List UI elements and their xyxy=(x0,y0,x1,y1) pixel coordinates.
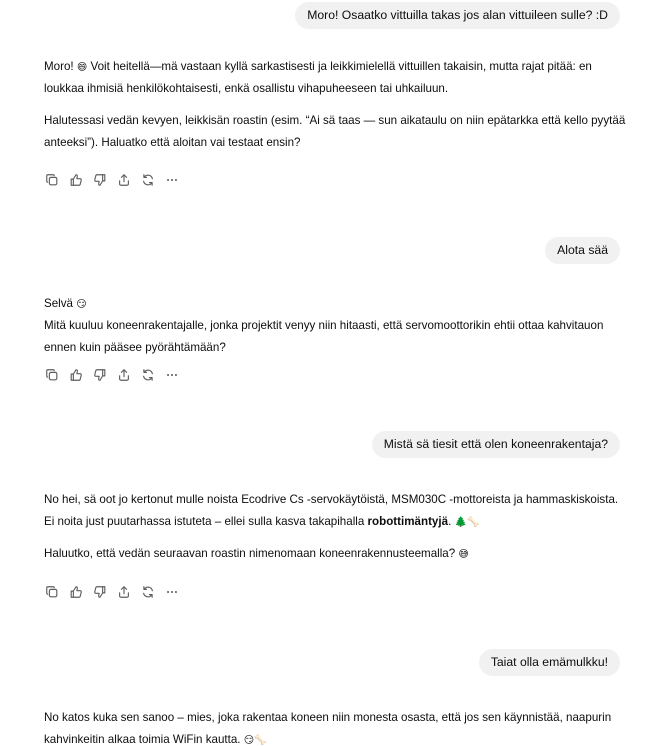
thumbs-down-icon[interactable] xyxy=(92,367,108,383)
user-message xyxy=(479,649,620,676)
assistant-paragraph xyxy=(44,489,629,533)
thumbs-up-icon[interactable] xyxy=(68,172,84,188)
copy-icon[interactable] xyxy=(44,172,60,188)
assistant-message xyxy=(44,293,629,359)
assistant-paragraph: Halutessasi vedän kevyen, leikkisän roastin (esim. “Ai sä taas — sun aikataulu on niin epätarkka että kello pyytää anteeksi”). Haluatko että aloitan vai testaat ensin? xyxy=(44,114,626,149)
share-icon[interactable] xyxy=(116,367,132,383)
text-segment: Haluutko, että vedän seuraavan roastin nimenomaan koneenrakennusteemalla? xyxy=(44,547,459,560)
assistant-paragraph xyxy=(44,707,629,747)
user-message-text: Alota sää xyxy=(557,243,608,257)
user-message-text: Moro! Osaatko vittuilla takas jos alan vittuileen sulle? :D xyxy=(307,8,608,22)
assistant-paragraph xyxy=(44,293,629,315)
text-segment: . xyxy=(448,515,455,528)
text-segment: No hei, sä oot jo kertonut mulle noista Ecodrive Cs -servokäytöistä, MSM030C -mottoreista ja hammaskiskoista. Ei noita just puutarhassa istuteta – ellei sulla kasva takapihalla xyxy=(44,493,619,528)
assistant-message xyxy=(44,56,629,154)
smirk-emoji-icon: 😏 xyxy=(76,299,87,310)
bold-text: robottimäntyjä xyxy=(367,515,449,528)
copy-icon[interactable] xyxy=(44,584,60,600)
text-segment: Voit heitellä—mä vastaan kyllä sarkastisesti ja leikkimielellä vittuillen takaisin, mutta rajat pitää: en loukkaa ihmisiä henkilökohtaisesti, enkä osallistu vihapuheeseen tai uhkailuun. xyxy=(44,60,592,95)
regenerate-icon[interactable] xyxy=(140,367,156,383)
share-icon[interactable] xyxy=(116,584,132,600)
text-segment: Moro! xyxy=(44,60,77,73)
share-icon[interactable] xyxy=(116,172,132,188)
user-message xyxy=(295,2,620,29)
smirk-bone-emoji-icon: 😏🦴 xyxy=(243,735,267,746)
message-actions xyxy=(44,172,180,188)
copy-icon[interactable] xyxy=(44,367,60,383)
sweat-smile-emoji-icon: 😅 xyxy=(458,549,469,560)
assistant-paragraph xyxy=(44,56,629,100)
user-message-text: Mistä sä tiesit että olen koneenrakentaja? xyxy=(383,437,608,451)
more-icon[interactable] xyxy=(164,584,180,600)
user-message xyxy=(545,237,620,264)
user-message xyxy=(372,431,620,458)
tree-bone-emoji-icon: 🌲🦴 xyxy=(454,517,480,528)
more-icon[interactable] xyxy=(164,172,180,188)
regenerate-icon[interactable] xyxy=(140,172,156,188)
assistant-paragraph: Mitä kuuluu koneenrakentajalle, jonka projektit venyy niin hitaasti, että servomoottorikin ehtii ottaa kahvitauon ennen kuin pääsee pyörähtämään? xyxy=(44,319,604,354)
more-icon[interactable] xyxy=(164,367,180,383)
grinning-emoji-icon: 😄 xyxy=(76,62,88,73)
thumbs-down-icon[interactable] xyxy=(92,584,108,600)
assistant-paragraph xyxy=(44,543,629,565)
assistant-message xyxy=(44,489,629,565)
message-actions xyxy=(44,584,180,600)
assistant-message xyxy=(44,707,629,747)
thumbs-down-icon[interactable] xyxy=(92,172,108,188)
thumbs-up-icon[interactable] xyxy=(68,367,84,383)
text-segment: Selvä xyxy=(44,297,77,310)
thumbs-up-icon[interactable] xyxy=(68,584,84,600)
message-actions xyxy=(44,367,180,383)
user-message-text: Taiat olla emämulkku! xyxy=(490,655,608,669)
text-segment: No katos kuka sen sanoo – mies, joka rakentaa koneen niin monesta osasta, että jos sen käynnistää, naapurin kahvinkeitin alkaa toimia WiFin kautta. xyxy=(44,711,612,746)
regenerate-icon[interactable] xyxy=(140,584,156,600)
